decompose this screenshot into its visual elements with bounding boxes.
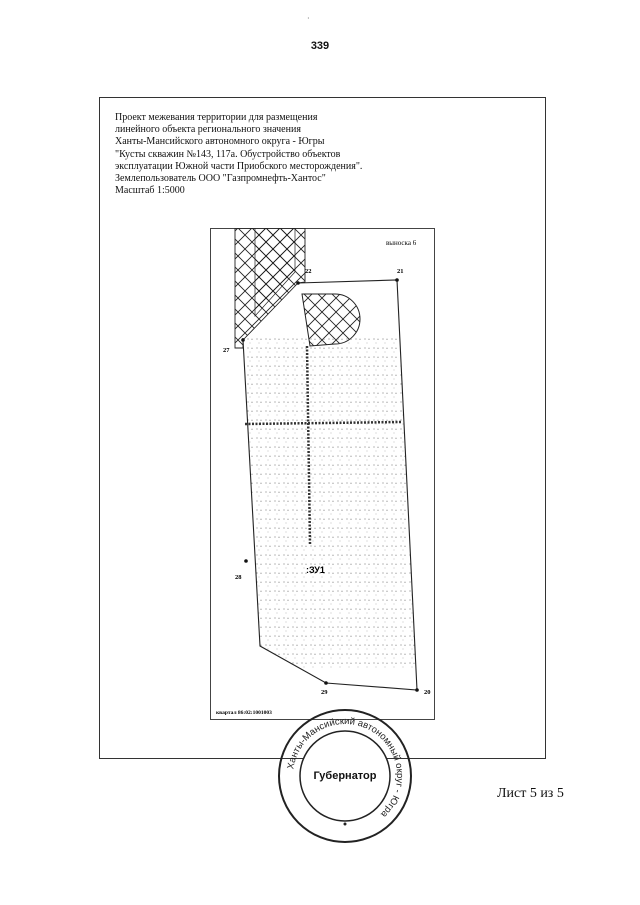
point-label-29: 29 <box>321 689 328 696</box>
top-mark: · <box>307 14 310 23</box>
plot-map-svg <box>210 228 435 720</box>
title-line: Землепользователь ООО "Газпромнефть-Хантос" <box>115 173 326 185</box>
point-label-22: 22 <box>305 268 312 275</box>
point-marker <box>241 338 245 342</box>
point-marker <box>415 688 419 692</box>
point-marker <box>395 278 399 282</box>
plot-map <box>210 228 435 720</box>
point-label-27: 27 <box>223 347 230 354</box>
quarter-label: квартал 86:02:1001003 <box>216 710 272 716</box>
seal-center-text: Губернатор <box>313 770 377 782</box>
point-marker <box>324 681 328 685</box>
point-label-28: 28 <box>235 574 242 581</box>
parcel-fill <box>243 338 423 668</box>
point-label-21: 21 <box>397 268 404 275</box>
parcel-label: :ЗУ1 <box>306 565 325 575</box>
sheet-number: Лист 5 из 5 <box>497 786 564 801</box>
title-line: Проект межевания территории для размещения <box>115 112 318 123</box>
scale-line: Масштаб 1:5000 <box>115 185 185 197</box>
title-line: Ханты-Мансийского автономного округа - Югры <box>115 136 325 148</box>
page-number: 339 <box>310 40 330 52</box>
title-line: "Кусты скважин №143, 117а. Обустройство объектов <box>115 148 341 160</box>
point-marker <box>244 559 248 563</box>
title-line: линейного объекта регионального значения <box>115 124 301 136</box>
seal-ring-text: Ханты-Мансийский автономный округ - Югра <box>285 715 406 820</box>
point-label-20: 20 <box>424 689 431 696</box>
governor-seal <box>275 706 415 846</box>
title-line: эксплуатации Южной части Приобского месторождения". <box>115 160 363 172</box>
point-marker <box>296 281 300 285</box>
callout-label: выноска 6 <box>386 239 417 247</box>
title-block <box>115 112 362 197</box>
